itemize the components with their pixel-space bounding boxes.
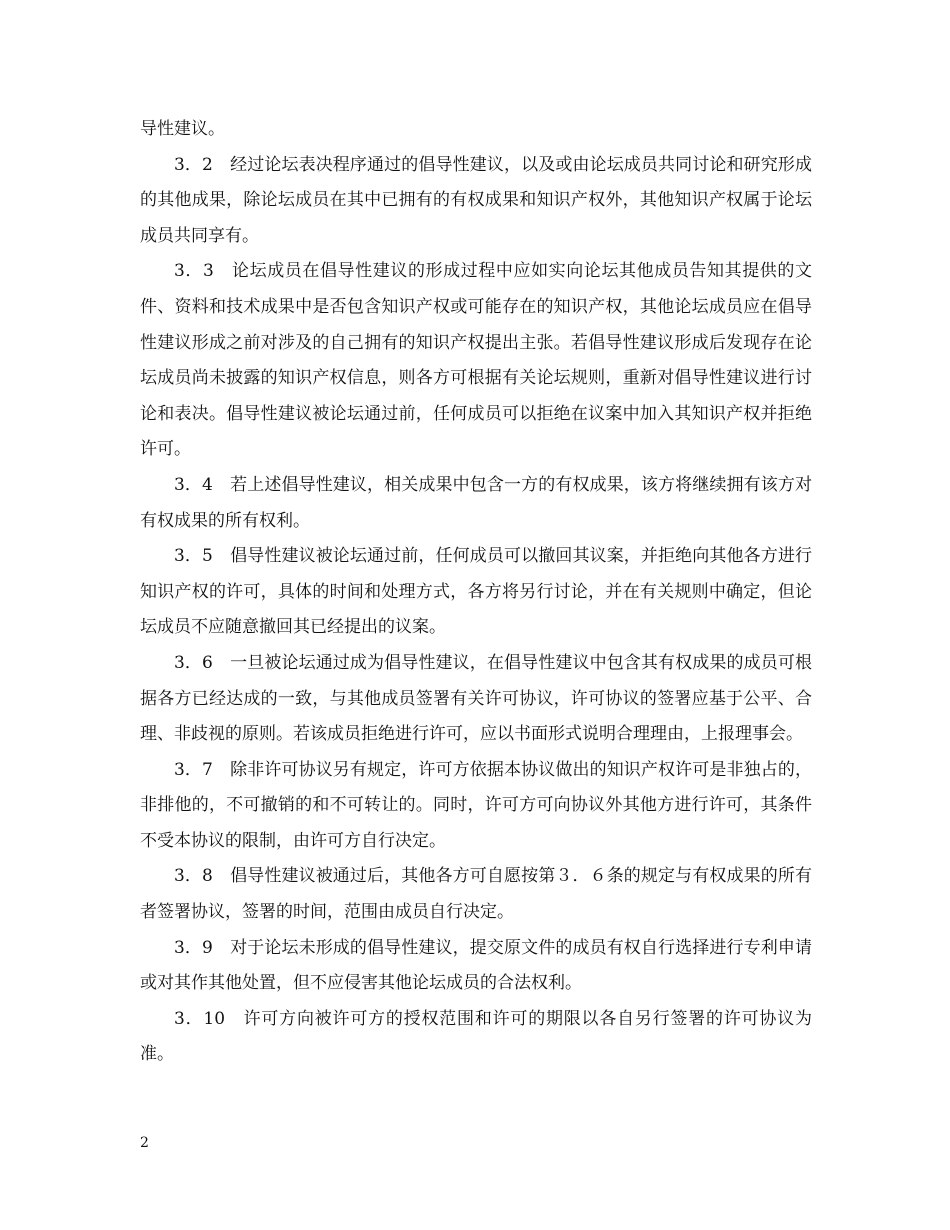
- clause-3-8: 3．8 倡导性建议被通过后，其他各方可自愿按第３．６条的规定与有权成果的所有者签署协议，签署的时间，范围由成员自行决定。: [140, 866, 812, 923]
- clause-3-2: 3．2 经过论坛表决程序通过的倡导性建议，以及或由论坛成员共同讨论和研究形成的其他成果，除论坛成员在其中已拥有的有权成果和知识产权外，其他知识产权属于论坛成员共同享有。: [140, 154, 812, 246]
- clause-3-3: 3．3 论坛成员在倡导性建议的形成过程中应如实向论坛其他成员告知其提供的文件、资料和技术成果中是否包含知识产权或可能存在的知识产权，其他论坛成员应在倡导性建议形成之前对涉及的自己拥有的知识产权提出主张。若倡导性建议形成后发现存在论坛成员尚未披露的知识产权信息，则各方可根据有关论坛规则，重新对倡导性建议进行讨论和表决。倡导性建议被论坛通过前，任何成员可以拒绝在议案中加入其知识产权并拒绝许可。: [140, 261, 812, 460]
- clause-3-10: 3．10 许可方向被许可方的授权范围和许可的期限以各自另行签署的许可协议为准。: [140, 1008, 812, 1065]
- clause-3-7: 3．7 除非许可协议另有规定，许可方依据本协议做出的知识产权许可是非独占的，非排他的，不可撤销的和不可转让的。同时，许可方可向协议外其他方进行许可，其条件不受本协议的限制，由许可方自行决定。: [140, 759, 812, 851]
- clause-3-6: 3．6 一旦被论坛通过成为倡导性建议，在倡导性建议中包含其有权成果的成员可根据各方已经达成的一致，与其他成员签署有关许可协议，许可协议的签署应基于公平、合理、非歧视的原则。若该成员拒绝进行许可，应以书面形式说明合理理由，上报理事会。: [140, 652, 812, 745]
- page-number: 2: [140, 1135, 149, 1151]
- document-body: [140, 112, 812, 1073]
- clause-3-5: 3．5 倡导性建议被论坛通过前，任何成员可以撤回其议案，并拒绝向其他各方进行知识产权的许可，具体的时间和处理方式，各方将另行讨论，并在有关规则中确定，但论坛成员不应随意撤回其已经提出的议案。: [140, 546, 812, 638]
- clause-3-9: 3．9 对于论坛未形成的倡导性建议，提交原文件的成员有权自行选择进行专利申请或对其作其他处置，但不应侵害其他论坛成员的合法权利。: [140, 937, 812, 994]
- clause-3-4: 3．4 若上述倡导性建议，相关成果中包含一方的有权成果，该方将继续拥有该方对有权成果的所有权利。: [140, 474, 812, 531]
- paragraph-continuation: 导性建议。: [140, 119, 225, 139]
